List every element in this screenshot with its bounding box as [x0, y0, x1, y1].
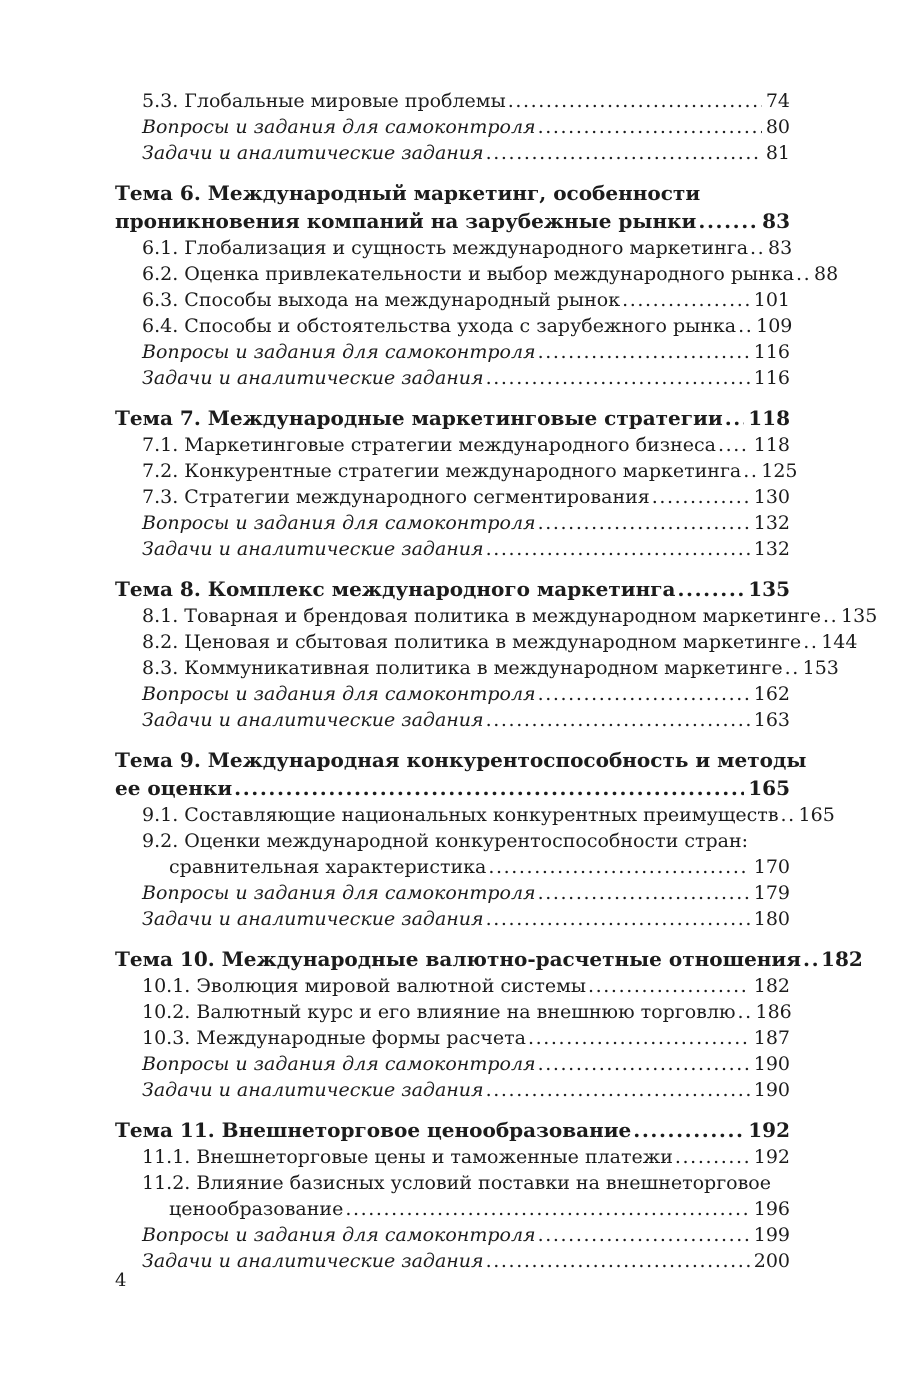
- toc-entry-title: проникновения компаний на зарубежные рынки: [115, 209, 697, 233]
- page-number: 4: [115, 1270, 127, 1291]
- dot-leader: [486, 365, 750, 391]
- dot-leader: [652, 484, 750, 510]
- toc-entry: [115, 510, 790, 536]
- toc-entry-page: 101: [753, 289, 790, 311]
- toc-entry-row: [142, 458, 798, 484]
- toc-entry-title: 6.3. Способы выхода на международный рынок: [142, 289, 621, 311]
- toc-entry-line: 9.2. Оценки международной конкурентоспособности стран:: [142, 830, 749, 852]
- toc-entry-row: [142, 88, 790, 114]
- toc-entry-page: 179: [753, 882, 790, 904]
- toc-entry-page: 83: [762, 209, 790, 233]
- dot-leader: [234, 774, 744, 802]
- toc-entry: [115, 235, 793, 261]
- toc-entry-row: [115, 774, 790, 802]
- toc-entry-title: 11.1. Внешнеторговые цены и таможенные платежи: [142, 1146, 673, 1168]
- toc-entry-page: 190: [753, 1079, 790, 1101]
- dot-leader: [508, 88, 762, 114]
- toc-entry-row: [142, 432, 790, 458]
- dot-leader: [538, 510, 750, 536]
- toc-entry-row: [142, 629, 858, 655]
- toc-entry-page: 132: [753, 512, 790, 534]
- toc-entry-title: 8.1. Товарная и брендовая политика в международном маркетинге: [142, 605, 822, 627]
- toc-entry-row: [142, 973, 790, 999]
- toc-entry-title: Задачи и аналитические задания: [142, 908, 484, 930]
- toc-entry: [115, 404, 790, 432]
- toc-entry-page: 81: [765, 142, 790, 164]
- toc-entry: [115, 746, 807, 802]
- toc-entry: [115, 1051, 790, 1077]
- toc-entry-title: 10.2. Валютный курс и его влияние на внешнюю торговлю: [142, 1001, 736, 1023]
- toc-entry-title: 8.3. Коммуникативная политика в международном маркетинге: [142, 657, 783, 679]
- toc-entry-title: 10.1. Эволюция мировой валютной системы: [142, 975, 587, 997]
- toc-entry: [115, 287, 790, 313]
- toc-entry-title: 6.2. Оценка привлекательности и выбор международного рынка: [142, 263, 795, 285]
- toc-entry-title: Тема 7. Международные маркетинговые стратегии: [115, 406, 723, 430]
- toc-entry-page: 187: [753, 1027, 790, 1049]
- toc-entry: [115, 1170, 790, 1222]
- toc-entry-row: [142, 1051, 790, 1077]
- toc-entry-row: [142, 261, 839, 287]
- toc-entry-title: Задачи и аналитические задания: [142, 1250, 484, 1272]
- toc-entry-title: Задачи и аналитические задания: [142, 709, 484, 731]
- toc-entry-row: [142, 140, 790, 166]
- toc-entry-line: 11.2. Влияние базисных условий поставки на внешнеторговое: [142, 1172, 771, 1194]
- toc-entry-row: [115, 575, 790, 603]
- toc-entry-title: ценообразование: [169, 1198, 344, 1220]
- dot-leader: [677, 575, 744, 603]
- toc-entry-row: [142, 510, 790, 536]
- toc-entry-row: [115, 1116, 790, 1144]
- dot-leader: [785, 655, 799, 681]
- toc-entry: [115, 114, 790, 140]
- toc-entry-row: [142, 906, 790, 932]
- toc-entry: [115, 575, 790, 603]
- toc-entry-row: [142, 536, 790, 562]
- toc-entry-title: Вопросы и задания для самоконтроля: [142, 1224, 536, 1246]
- toc-entry-page: 165: [798, 804, 835, 826]
- toc-entry-page: 182: [753, 975, 790, 997]
- toc-entry-title: Вопросы и задания для самоконтроля: [142, 683, 536, 705]
- toc-entry-page: 80: [765, 116, 790, 138]
- dot-leader: [750, 235, 764, 261]
- toc-entry-title: Вопросы и задания для самоконтроля: [142, 882, 536, 904]
- dot-leader: [486, 707, 750, 733]
- toc-entry-title: 7.1. Маркетинговые стратегии международного бизнеса: [142, 434, 716, 456]
- toc-entry: [115, 973, 790, 999]
- dot-leader: [781, 802, 795, 828]
- toc-entry: [115, 629, 858, 655]
- toc-entry-title: 7.3. Стратегии международного сегментирования: [142, 486, 650, 508]
- toc-entry-page: 190: [753, 1053, 790, 1075]
- dot-leader: [725, 404, 745, 432]
- toc-entry-page: 135: [841, 605, 878, 627]
- toc-entry-row: [142, 854, 790, 880]
- toc-entry-page: 165: [748, 776, 790, 800]
- toc-entry-title: 7.2. Конкурентные стратегии международного маркетинга: [142, 460, 742, 482]
- toc-entry-page: 109: [756, 315, 793, 337]
- toc-entry-page: 153: [802, 657, 839, 679]
- toc-entry-row: [142, 1077, 790, 1103]
- toc-entry-page: 162: [753, 683, 790, 705]
- toc-entry-page: 196: [753, 1198, 790, 1220]
- toc-entry-row: [142, 313, 793, 339]
- toc-entry-title: 9.1. Составляющие национальных конкурентных преимуществ: [142, 804, 779, 826]
- toc-entry-title: 5.3. Глобальные мировые проблемы: [142, 90, 506, 112]
- toc-entry-page: 116: [753, 341, 790, 363]
- dot-leader: [803, 629, 817, 655]
- toc-entry-page: 83: [768, 237, 793, 259]
- dot-leader: [698, 207, 758, 235]
- toc-entry-row: [115, 207, 790, 235]
- dot-leader: [486, 1248, 750, 1274]
- toc-entry-page: 135: [748, 577, 790, 601]
- toc-entry: [115, 1025, 790, 1051]
- toc-entry: [115, 339, 790, 365]
- toc-entry: [115, 536, 790, 562]
- toc-entry-title: Вопросы и задания для самоконтроля: [142, 341, 536, 363]
- toc-entry-title: 6.1. Глобализация и сущность международного маркетинга: [142, 237, 749, 259]
- toc-entry-title: Задачи и аналитические задания: [142, 1079, 484, 1101]
- dot-leader: [528, 1025, 750, 1051]
- toc-entry-row: [142, 880, 790, 906]
- toc-entry: [115, 999, 790, 1025]
- toc-entry: [115, 458, 798, 484]
- toc-entry-row: [142, 1196, 790, 1222]
- toc-entry: [115, 179, 790, 235]
- table-of-contents: [115, 88, 878, 1274]
- toc-entry-title: сравнительная характеристика: [169, 856, 487, 878]
- toc-entry-page: 130: [753, 486, 790, 508]
- toc-entry: [115, 603, 878, 629]
- dot-leader: [823, 603, 837, 629]
- dot-leader: [486, 906, 750, 932]
- toc-entry: [115, 365, 790, 391]
- toc-entry-row: [142, 1248, 790, 1274]
- toc-entry-page: 116: [753, 367, 790, 389]
- dot-leader: [538, 880, 750, 906]
- toc-entry-row: [142, 339, 790, 365]
- toc-entry: [115, 432, 790, 458]
- dot-leader: [538, 114, 762, 140]
- dot-leader: [486, 140, 762, 166]
- toc-entry-title: Вопросы и задания для самоконтроля: [142, 512, 536, 534]
- toc-entry-page: 192: [748, 1118, 790, 1142]
- dot-leader: [738, 999, 752, 1025]
- dot-leader: [486, 536, 750, 562]
- toc-entry: [115, 707, 790, 733]
- toc-entry-title: ее оценки: [115, 776, 233, 800]
- toc-entry-title: Задачи и аналитические задания: [142, 538, 484, 560]
- dot-leader: [622, 287, 750, 313]
- toc-entry-title: Вопросы и задания для самоконтроля: [142, 1053, 536, 1075]
- dot-leader: [803, 945, 817, 973]
- toc-entry-row: [142, 235, 793, 261]
- toc-entry: [115, 802, 835, 828]
- toc-entry-title: Тема 11. Внешнеторговое ценообразование: [115, 1118, 632, 1142]
- toc-entry-title: Задачи и аналитические задания: [142, 367, 484, 389]
- toc-entry-row: [115, 404, 790, 432]
- toc-entry: [115, 1077, 790, 1103]
- toc-entry-page: 199: [753, 1224, 790, 1246]
- toc-entry-row: [142, 114, 790, 140]
- toc-entry-row: [142, 707, 790, 733]
- toc-entry-row: [142, 1025, 790, 1051]
- toc-entry-row: [142, 1222, 790, 1248]
- toc-entry: [115, 1116, 790, 1144]
- dot-leader: [675, 1144, 750, 1170]
- toc-entry: [115, 655, 839, 681]
- toc-entry-title: Задачи и аналитические задания: [142, 142, 484, 164]
- dot-leader: [538, 681, 750, 707]
- toc-entry: [115, 880, 790, 906]
- toc-entry: [115, 828, 790, 880]
- toc-entry-page: 144: [821, 631, 858, 653]
- dot-leader: [588, 973, 750, 999]
- toc-entry-page: 132: [753, 538, 790, 560]
- toc-entry-line: Тема 6. Международный маркетинг, особенности: [115, 181, 701, 205]
- toc-entry-title: 10.3. Международные формы расчета: [142, 1027, 526, 1049]
- toc-entry-page: 180: [753, 908, 790, 930]
- dot-leader: [345, 1196, 749, 1222]
- toc-entry: [115, 88, 790, 114]
- dot-leader: [538, 1222, 750, 1248]
- toc-entry-page: 170: [753, 856, 790, 878]
- toc-entry-page: 118: [748, 406, 790, 430]
- toc-entry-row: [142, 365, 790, 391]
- toc-entry-row: [142, 287, 790, 313]
- dot-leader: [538, 1051, 750, 1077]
- toc-entry-page: 182: [821, 947, 863, 971]
- dot-leader: [743, 458, 757, 484]
- toc-entry-row: [142, 802, 835, 828]
- toc-entry: [115, 1222, 790, 1248]
- toc-entry-row: [142, 1144, 790, 1170]
- toc-entry-page: 74: [765, 90, 790, 112]
- toc-entry-row: [142, 484, 790, 510]
- toc-entry-page: 163: [753, 709, 790, 731]
- dot-leader: [538, 339, 750, 365]
- toc-entry-row: [142, 655, 839, 681]
- toc-entry-row: [142, 603, 878, 629]
- toc-entry-title: 8.2. Ценовая и сбытовая политика в международном маркетинге: [142, 631, 802, 653]
- toc-entry-page: 88: [814, 263, 839, 285]
- toc-entry: [115, 1248, 790, 1274]
- toc-entry-page: 200: [753, 1250, 790, 1272]
- toc-entry: [115, 484, 790, 510]
- dot-leader: [738, 313, 752, 339]
- toc-entry-page: 118: [753, 434, 790, 456]
- toc-entry-row: [142, 681, 790, 707]
- toc-entry-row: [142, 999, 790, 1025]
- toc-entry-title: Вопросы и задания для самоконтроля: [142, 116, 536, 138]
- toc-entry: [115, 681, 790, 707]
- toc-entry: [115, 1144, 790, 1170]
- dot-leader: [488, 854, 749, 880]
- dot-leader: [796, 261, 810, 287]
- toc-entry-page: 125: [761, 460, 798, 482]
- toc-entry: [115, 906, 790, 932]
- toc-entry-page: 192: [753, 1146, 790, 1168]
- toc-entry-title: 6.4. Способы и обстоятельства ухода с зарубежного рынка: [142, 315, 737, 337]
- toc-entry-row: [115, 945, 863, 973]
- toc-entry-title: Тема 10. Международные валютно-расчетные отношения: [115, 947, 802, 971]
- toc-entry: [115, 140, 790, 166]
- toc-entry-page: 186: [755, 1001, 792, 1023]
- toc-entry: [115, 313, 793, 339]
- toc-entry: [115, 261, 839, 287]
- toc-entry-title: Тема 8. Комплекс международного маркетинга: [115, 577, 676, 601]
- dot-leader: [633, 1116, 744, 1144]
- toc-entry-line: Тема 9. Международная конкурентоспособность и методы: [115, 748, 807, 772]
- dot-leader: [486, 1077, 750, 1103]
- toc-entry: [115, 945, 863, 973]
- dot-leader: [718, 432, 750, 458]
